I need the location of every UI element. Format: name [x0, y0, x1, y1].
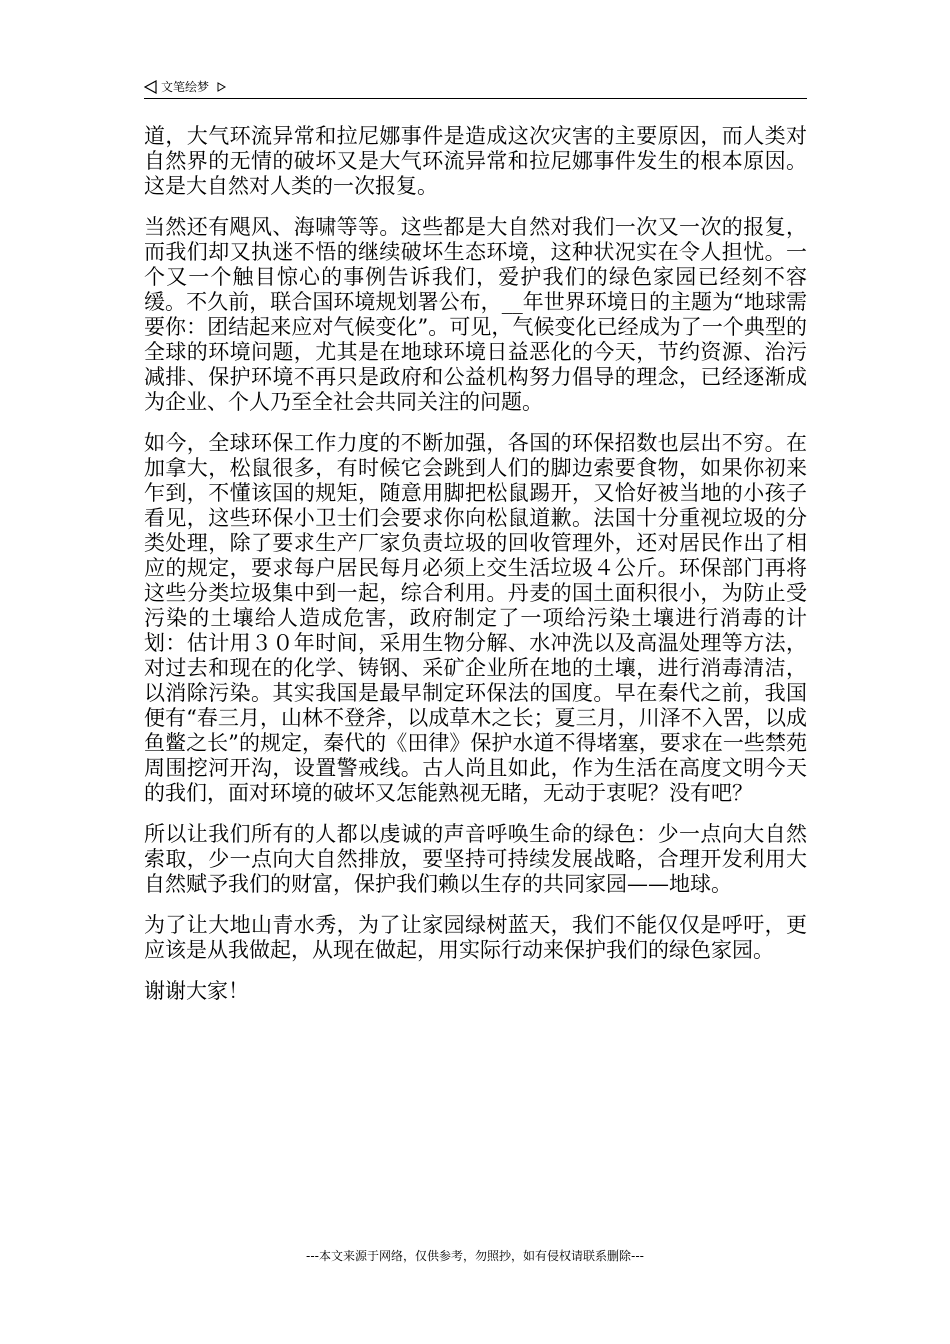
paragraph-3: 如今，全球环保工作力度的不断加强，各国的环保招数也层出不穷。在加拿大，松鼠很多，有时候它会跳到人们的脚边索要食物，如果你初来乍到，不懂该国的规矩，随意用脚把松鼠踢开，又恰好被当地的小孩子看见，这些环保小卫士们会要求你向松鼠道歉。法国十分重视垃圾的分类处理，除了要求生产厂家负责垃圾的回收管理外，还对居民作出了相应的规定，要求每户居民每月必须上交生活垃圾４公斤。环保部门再将这些分类垃圾集中到一起，综合利用。丹麦的国土面积很小，为防止受污染的土壤给人造成危害，政府制定了一项给污染土壤进行消毒的计划：估计用３０年时间，采用生物分解、水冲洗以及高温处理等方法，对过去和现在的化学、铸钢、采矿企业所在地的土壤，进行消毒清洁，以消除污染。其实我国是最早制定环保法的国度。早在秦代之前，我国便有“春三月，山林不登斧，以成草木之长；夏三月，川泽不入罟，以成鱼鳖之长”的规定，秦代的《田律》保护水道不得堵塞，要求在一些禁苑周围挖河开沟，设置警戒线。古人尚且如此，作为生活在高度文明今天的我们，面对环境的破坏又怎能熟视无睹，无动于衷呢？没有吧？: [144, 431, 807, 805]
page-footer: ---本文来源于网络，仅供参考，勿照抄，如有侵权请联系删除---: [306, 1249, 644, 1263]
triangle-left-icon: [144, 80, 161, 94]
paragraph-4: 所以让我们所有的人都以虔诚的声音呼唤生命的绿色：少一点向大自然索取，少一点向大自然排放，要坚持可持续发展战略，合理开发利用大自然赋予我们的财富，保护我们赖以生存的共同家园——地球。: [144, 822, 807, 896]
document-body: [144, 124, 807, 1020]
paragraph-5: 为了让大地山青水秀，为了让家园绿树蓝天，我们不能仅仅是呼吁，更应该是从我做起，从现在做起，用实际行动来保护我们的绿色家园。: [144, 913, 807, 962]
header-brand: [144, 78, 226, 95]
paragraph-2: 当然还有飓风、海啸等等。这些都是大自然对我们一次又一次的报复，而我们却又执迷不悟的继续破坏生态环境，这种状况实在令人担忧。一个又一个触目惊心的事例告诉我们，爱护我们的绿色家园已经刻不容缓。不久前，联合国环境规划署公布，__年世界环境日的主题为“地球需要你：团结起来应对气候变化”。可见，气候变化已经成为了一个典型的全球的环境问题，尤其是在地球环境日益恶化的今天，节约资源、治污减排、保护环境不再只是政府和公益机构努力倡导的理念，已经逐渐成为企业、个人乃至全社会共同关注的问题。: [144, 215, 807, 414]
paragraph-closing: 谢谢大家！: [144, 979, 249, 1003]
paragraph-1: 道，大气环流异常和拉尼娜事件是造成这次灾害的主要原因，而人类对自然界的无情的破坏又是大气环流异常和拉尼娜事件发生的根本原因。这是大自然对人类的一次报复。: [144, 124, 807, 198]
page-header: [144, 74, 807, 99]
header-brand-text: 文笔绘梦: [161, 80, 210, 94]
triangle-right-icon: [209, 82, 226, 92]
